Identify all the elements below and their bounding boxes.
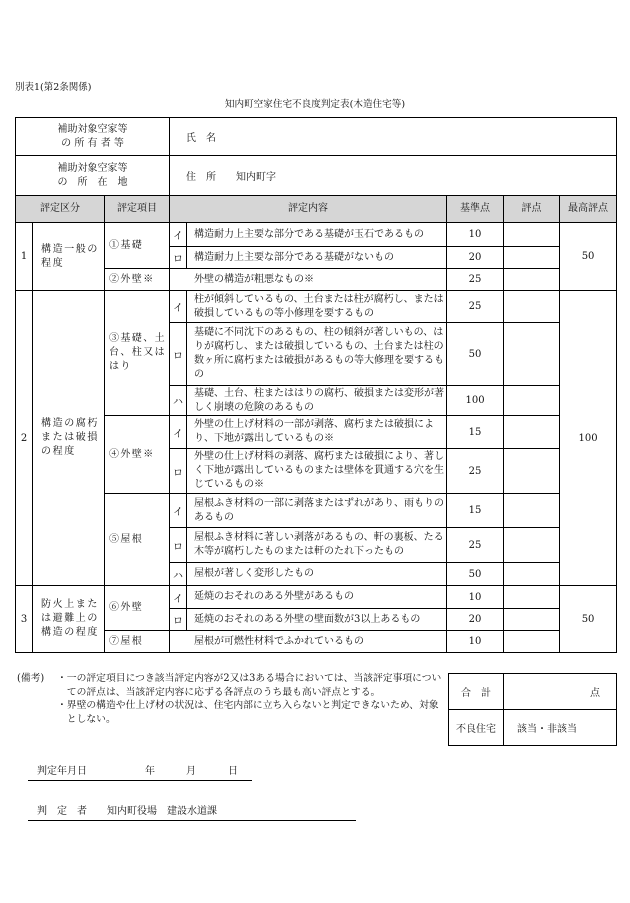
score-cell xyxy=(504,563,560,586)
criterion-text: 基礎、土台、柱またははりの腐朽、破損または変形が著しく崩壊の危険のあるもの xyxy=(187,386,447,416)
note-text: 一の評定項目につき該当評定内容が2又は3ある場合においては、当該評定事項についての評点は、当該評定内容に応ずる各評点のうち最も高い評点とする。 xyxy=(66,673,442,698)
note-item xyxy=(57,672,445,699)
total-unit: 点 xyxy=(590,688,600,699)
criterion-text: 屋根が可燃性材料でふかれているもの xyxy=(170,631,447,653)
section-number: 1 xyxy=(16,223,33,291)
score-cell xyxy=(504,269,560,291)
item-label: ①基礎 xyxy=(105,223,170,269)
criterion-text: 外壁の仕上げ材料の剥落、腐朽または破損により、著しく下地が露出しているものまたは壁体を貫通する穴を生じているもの※ xyxy=(187,449,447,494)
year-unit: 年 xyxy=(145,766,155,777)
score-cell xyxy=(504,609,560,631)
location-label-line: 補助対象空家等 xyxy=(57,162,128,174)
criterion-mark: イ xyxy=(170,291,187,323)
location-label-line: の 所 在 地 xyxy=(57,176,128,188)
note-item xyxy=(57,699,445,726)
max-score: 100 xyxy=(560,291,617,586)
defective-options: 該当・非該当 xyxy=(504,710,617,746)
col-header-category: 評定区分 xyxy=(16,196,105,223)
criterion-mark: ロ xyxy=(170,247,187,269)
standard-points: 10 xyxy=(447,631,504,653)
score-cell xyxy=(504,291,560,323)
owner-label-line: の 所 有 者 等 xyxy=(61,137,124,149)
criterion-mark: ハ xyxy=(170,563,187,586)
max-score: 50 xyxy=(560,586,617,653)
criterion-row xyxy=(16,416,617,449)
criterion-mark: ロ xyxy=(170,323,187,386)
standard-points: 20 xyxy=(447,247,504,269)
appendix-label: 別表1(第2条関係) xyxy=(15,82,92,93)
score-cell xyxy=(504,528,560,563)
criterion-row xyxy=(16,586,617,609)
total-label: 合 計 xyxy=(449,674,504,710)
standard-points: 15 xyxy=(447,494,504,528)
note-bullet: ・ xyxy=(57,673,67,684)
criterion-text: 構造耐力上主要な部分である基礎がないもの xyxy=(187,247,447,269)
score-cell xyxy=(504,416,560,449)
criterion-mark: イ xyxy=(170,223,187,247)
standard-points: 10 xyxy=(447,586,504,609)
criterion-mark: ロ xyxy=(170,609,187,631)
standard-points: 25 xyxy=(447,269,504,291)
header-row xyxy=(16,196,617,223)
standard-points: 50 xyxy=(447,563,504,586)
col-header-item: 評定項目 xyxy=(105,196,170,223)
max-score: 50 xyxy=(560,223,617,291)
section-category: 構造一般の程度 xyxy=(33,223,105,291)
criterion-text: 延焼のおそれのある外壁の壁面数が3以上あるもの xyxy=(187,609,447,631)
address-prefix: 知内町字 xyxy=(236,172,277,183)
criterion-mark: イ xyxy=(170,586,187,609)
item-label: ④外壁※ xyxy=(105,416,170,494)
item-label: ②外壁※ xyxy=(105,269,170,291)
day-unit: 日 xyxy=(228,766,238,777)
section-number: 2 xyxy=(16,291,33,586)
notes xyxy=(17,672,447,726)
name-label: 氏 名 xyxy=(186,133,217,144)
owner-label-line: 補助対象空家等 xyxy=(57,123,128,135)
score-cell xyxy=(504,586,560,609)
section-category: 構造の腐朽または破損の程度 xyxy=(33,291,105,586)
criterion-text: 延焼のおそれのある外壁があるもの xyxy=(187,586,447,609)
score-cell xyxy=(504,631,560,653)
notes-list xyxy=(57,672,445,726)
item-label: ③基礎、土台、柱又ははり xyxy=(105,291,170,416)
criterion-row xyxy=(16,631,617,653)
note-text: 界壁の構造や仕上げ材の状況は、住宅内部に立ち入らないと判定できないため、対象としない。 xyxy=(66,700,439,725)
criterion-row xyxy=(16,291,617,323)
location-row xyxy=(16,156,617,196)
criterion-text: 外壁の構造が粗悪なもの※ xyxy=(170,269,447,291)
address-label: 住 所 xyxy=(186,172,217,183)
judge-value: 知内町役場 建設水道課 xyxy=(107,806,217,817)
criterion-row xyxy=(16,269,617,291)
standard-points: 10 xyxy=(447,223,504,247)
standard-points: 25 xyxy=(447,449,504,494)
standard-points: 25 xyxy=(447,528,504,563)
defective-label: 不良住宅 xyxy=(449,710,504,746)
document-title: 知内町空家住宅不良度判定表(木造住宅等) xyxy=(224,99,406,110)
criterion-mark: イ xyxy=(170,416,187,449)
location-label xyxy=(16,156,170,196)
standard-points: 100 xyxy=(447,386,504,416)
score-cell xyxy=(504,386,560,416)
score-cell xyxy=(504,223,560,247)
score-cell xyxy=(504,494,560,528)
evaluation-table xyxy=(15,117,617,653)
score-cell xyxy=(504,449,560,494)
col-header-max: 最高評点 xyxy=(560,196,617,223)
criterion-mark: ハ xyxy=(170,386,187,416)
col-header-score: 評点 xyxy=(504,196,560,223)
total-row xyxy=(449,674,617,710)
criterion-text: 屋根が著しく変形したもの xyxy=(187,563,447,586)
location-address-field xyxy=(170,156,617,196)
judge-label: 判 定 者 xyxy=(37,806,87,817)
item-label: ⑦屋根 xyxy=(105,631,170,653)
criterion-text: 屋根ふき材料に著しい剥落があるもの、軒の裏板、たる木等が腐朽したものまたは軒のたれ下ったもの xyxy=(187,528,447,563)
criterion-text: 屋根ふき材料の一部に剥落またはずれがあり、雨もりのあるもの xyxy=(187,494,447,528)
score-cell xyxy=(504,323,560,386)
criterion-mark: イ xyxy=(170,494,187,528)
score-cell xyxy=(504,247,560,269)
total-value-field xyxy=(504,674,617,710)
date-underline xyxy=(28,780,252,781)
section-number: 3 xyxy=(16,586,33,653)
col-header-content: 評定内容 xyxy=(170,196,447,223)
col-header-standard: 基準点 xyxy=(447,196,504,223)
item-label: ⑤屋根 xyxy=(105,494,170,586)
month-unit: 月 xyxy=(186,766,196,777)
notes-label: (備考) xyxy=(17,673,45,684)
note-bullet: ・ xyxy=(57,700,67,711)
judgment-date-label: 判定年月日 xyxy=(37,766,87,777)
criterion-row xyxy=(16,494,617,528)
standard-points: 50 xyxy=(447,323,504,386)
criterion-text: 柱が傾斜しているもの、土台または柱が腐朽し、または破損しているもの等小修理を要するもの xyxy=(187,291,447,323)
section-category: 防火上または避難上の構造の程度 xyxy=(33,586,105,653)
standard-points: 25 xyxy=(447,291,504,323)
standard-points: 15 xyxy=(447,416,504,449)
criterion-text: 構造耐力上主要な部分である基礎が玉石であるもの xyxy=(187,223,447,247)
criterion-mark: ロ xyxy=(170,449,187,494)
standard-points: 20 xyxy=(447,609,504,631)
criterion-row xyxy=(16,223,617,247)
summary-box xyxy=(448,673,617,746)
owner-row xyxy=(16,118,617,156)
criterion-text: 基礎に不同沈下のあるもの、柱の傾斜が著しいもの、はりが腐朽し、または破損しているもの、土台または柱の数ヶ所に腐朽または破損があるもの等大修理を要するもの xyxy=(187,323,447,386)
owner-name-field xyxy=(170,118,617,156)
judge-underline xyxy=(28,820,356,821)
defective-row xyxy=(449,710,617,746)
owner-label xyxy=(16,118,170,156)
criterion-mark: ロ xyxy=(170,528,187,563)
criterion-text: 外壁の仕上げ材料の一部が剥落、腐朽または破損により、下地が露出しているもの※ xyxy=(187,416,447,449)
item-label: ⑥外壁 xyxy=(105,586,170,631)
